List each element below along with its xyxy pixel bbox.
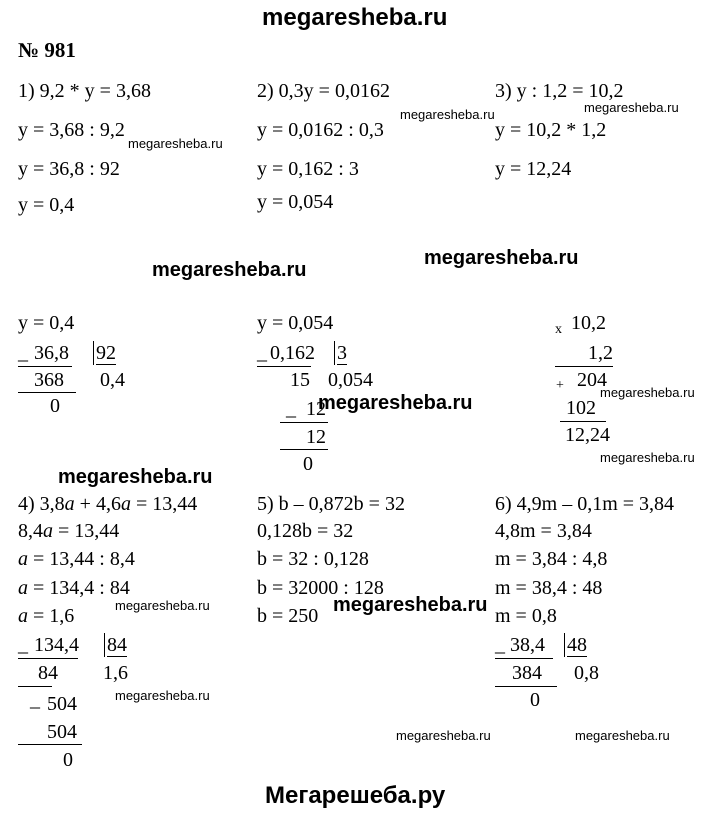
- eq4-line1: 4) 3,8a + 4,6a = 13,44: [18, 493, 198, 515]
- div2-step3: 12: [306, 426, 326, 448]
- eq3-line1: 3) y : 1,2 = 10,2: [495, 80, 624, 102]
- eq2-line2: y = 0,0162 : 0,3: [257, 119, 384, 141]
- div4-product: 84: [38, 662, 58, 684]
- div1-product: 368: [34, 369, 64, 391]
- div4-minus2: _: [30, 689, 40, 711]
- div4-dividend: 134,4: [34, 634, 79, 656]
- div1-quotient: 0,4: [100, 369, 125, 391]
- eq6-line4: m = 38,4 : 48: [495, 577, 603, 599]
- eq1-line3: y = 36,8 : 92: [18, 158, 120, 180]
- mult-partial2: 102: [566, 397, 596, 419]
- div1-line: [18, 366, 72, 367]
- div4-step2: 504: [47, 721, 77, 743]
- div4-quotient: 1,6: [103, 662, 128, 684]
- eq5-line5: b = 250: [257, 605, 319, 627]
- div6-quotient: 0,8: [574, 662, 599, 684]
- eq6-line1: 6) 4,9m – 0,1m = 3,84: [495, 493, 675, 515]
- site-header: megaresheba.ru: [262, 4, 448, 31]
- div4-remainder: 0: [63, 749, 73, 771]
- watermark: megaresheba.ru: [152, 259, 307, 281]
- watermark: megaresheba.ru: [396, 728, 491, 743]
- watermark: megaresheba.ru: [128, 136, 223, 151]
- mult-top: 10,2: [571, 312, 606, 334]
- watermark: megaresheba.ru: [600, 450, 695, 465]
- mult-line: [555, 366, 613, 367]
- div2-result: y = 0,054: [257, 312, 334, 334]
- watermark: megaresheba.ru: [424, 247, 579, 269]
- mult-line: [560, 421, 606, 422]
- eq5-line3: b = 32 : 0,128: [257, 548, 369, 570]
- eq2-line4: y = 0,054: [257, 191, 334, 213]
- div2-minus: _: [257, 342, 267, 364]
- watermark: megaresheba.ru: [115, 598, 210, 613]
- div6-divisor: 48: [564, 633, 587, 657]
- eq2-line3: y = 0,162 : 3: [257, 158, 359, 180]
- eq4-line4: a = 134,4 : 84: [18, 577, 130, 599]
- div2-divisor: 3: [334, 341, 347, 365]
- eq4-line5: a = 1,6: [18, 605, 75, 627]
- div4-minus: _: [18, 634, 28, 656]
- div2-step2: 12: [306, 398, 326, 420]
- div4-line: [18, 686, 52, 687]
- mult-result: 12,24: [565, 424, 610, 446]
- div6-minus: _: [495, 634, 505, 656]
- eq6-line3: m = 3,84 : 4,8: [495, 548, 608, 570]
- div1-line: [18, 392, 76, 393]
- watermark: megaresheba.ru: [58, 466, 213, 488]
- watermark: megaresheba.ru: [600, 385, 695, 400]
- eq1-line4: y = 0,4: [18, 194, 75, 216]
- mult-second: 1,2: [588, 342, 613, 364]
- div1-dividend: 36,8: [34, 342, 69, 364]
- eq1-line1: 1) 9,2 * y = 3,68: [18, 80, 151, 102]
- mult-partial1: 204: [577, 369, 607, 391]
- div4-line: [18, 744, 82, 745]
- div6-product: 384: [512, 662, 542, 684]
- div2-remainder: 0: [303, 453, 313, 475]
- watermark: megaresheba.ru: [333, 594, 488, 616]
- problem-number: № 981: [18, 38, 76, 62]
- div4-line: [18, 658, 78, 659]
- eq5-line4: b = 32000 : 128: [257, 577, 384, 599]
- eq6-line5: m = 0,8: [495, 605, 557, 627]
- eq5-line1: 5) b – 0,872b = 32: [257, 493, 405, 515]
- div2-line: [280, 422, 328, 423]
- mult-sign-plus: +: [556, 378, 564, 393]
- eq6-line2: 4,8m = 3,84: [495, 520, 592, 542]
- eq3-line2: y = 10,2 * 1,2: [495, 119, 607, 141]
- site-footer: Мегарешеба.ру: [265, 782, 446, 809]
- div2-line: [280, 449, 328, 450]
- div6-line: [495, 686, 557, 687]
- div6-line: [495, 658, 553, 659]
- div2-dividend: 0,162: [270, 342, 315, 364]
- div2-minus2: _: [286, 398, 296, 420]
- div1-result: y = 0,4: [18, 312, 75, 334]
- mult-sign-x: x: [555, 322, 562, 337]
- div4-divisor: 84: [104, 633, 127, 657]
- eq1-line2: y = 3,68 : 9,2: [18, 119, 125, 141]
- div1-remainder: 0: [50, 395, 60, 417]
- div2-step1: 15: [290, 369, 310, 391]
- watermark: megaresheba.ru: [400, 107, 495, 122]
- watermark: megaresheba.ru: [584, 100, 679, 115]
- eq4-line3: a = 13,44 : 8,4: [18, 548, 135, 570]
- div1-divisor: 92: [93, 341, 116, 365]
- eq3-line3: y = 12,24: [495, 158, 572, 180]
- watermark: megaresheba.ru: [115, 688, 210, 703]
- div2-line: [257, 366, 311, 367]
- eq2-line1: 2) 0,3y = 0,0162: [257, 80, 390, 102]
- eq5-line2: 0,128b = 32: [257, 520, 354, 542]
- div4-step: 504: [47, 693, 77, 715]
- div2-quotient: 0,054: [328, 369, 373, 391]
- watermark: megaresheba.ru: [318, 392, 473, 414]
- div1-minus: _: [18, 342, 28, 364]
- div6-dividend: 38,4: [510, 634, 545, 656]
- eq4-line2: 8,4a = 13,44: [18, 520, 120, 542]
- div6-remainder: 0: [530, 689, 540, 711]
- watermark: megaresheba.ru: [575, 728, 670, 743]
